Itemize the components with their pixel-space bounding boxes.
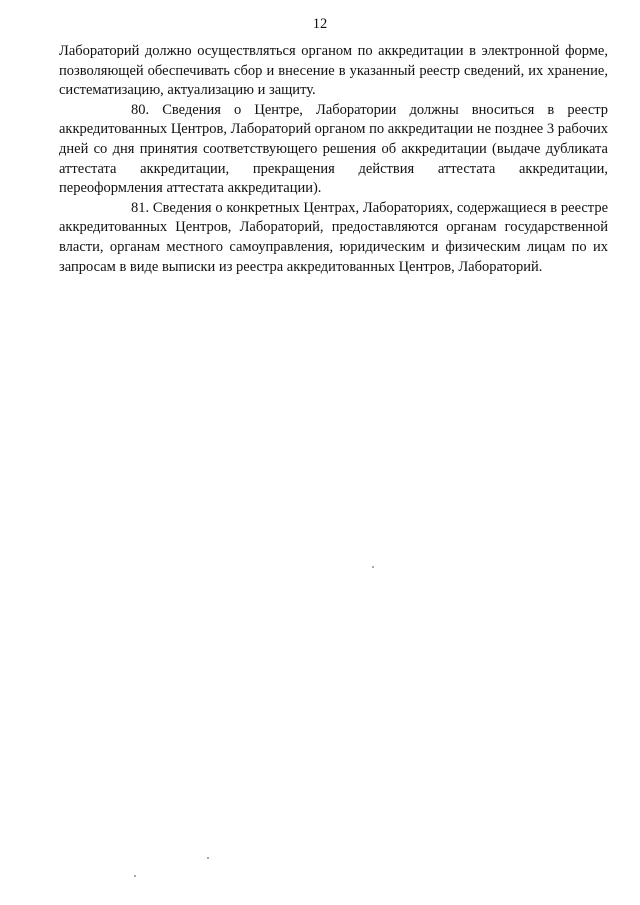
paragraph-81 <box>59 199 608 277</box>
paragraph-number: 81. <box>131 199 150 216</box>
paragraph-80 <box>59 101 608 199</box>
paragraph-text: Сведения о конкретных Центрах, Лабораториях, содержащиеся в реестре аккредитованных Центров, Лабораторий, предоставляются органам государственной власти, органам местного самоуправления, юридическим и физическим лицам по их запросам в виде выписки из реестра аккредитованных Центров, Лабораторий. <box>59 199 609 275</box>
scan-speck <box>372 566 374 568</box>
paragraph-number: 80. <box>131 101 150 118</box>
scan-speck <box>207 857 209 859</box>
scan-speck <box>134 875 136 877</box>
document-body <box>59 42 608 277</box>
page-number: 12 <box>312 16 328 32</box>
paragraph-text: Сведения о Центре, Лаборатории должны вноситься в реестр аккредитованных Центров, Лабораторий органом по аккредитации не позднее 3 рабочих дней со дня принятия соответствующего решения об аккредитации (выдаче дубликата аттестата аккредитации, прекращения действия аттестата аккредитации, переоформления аттестата аккредитации). <box>59 101 609 197</box>
paragraph-continuation: Лабораторий должно осуществляться органом по аккредитации в электронной форме, позволяющей обеспечивать сбор и внесение в указанный реестр сведений, их хранение, систематизацию, актуализацию и защиту. <box>59 43 608 99</box>
